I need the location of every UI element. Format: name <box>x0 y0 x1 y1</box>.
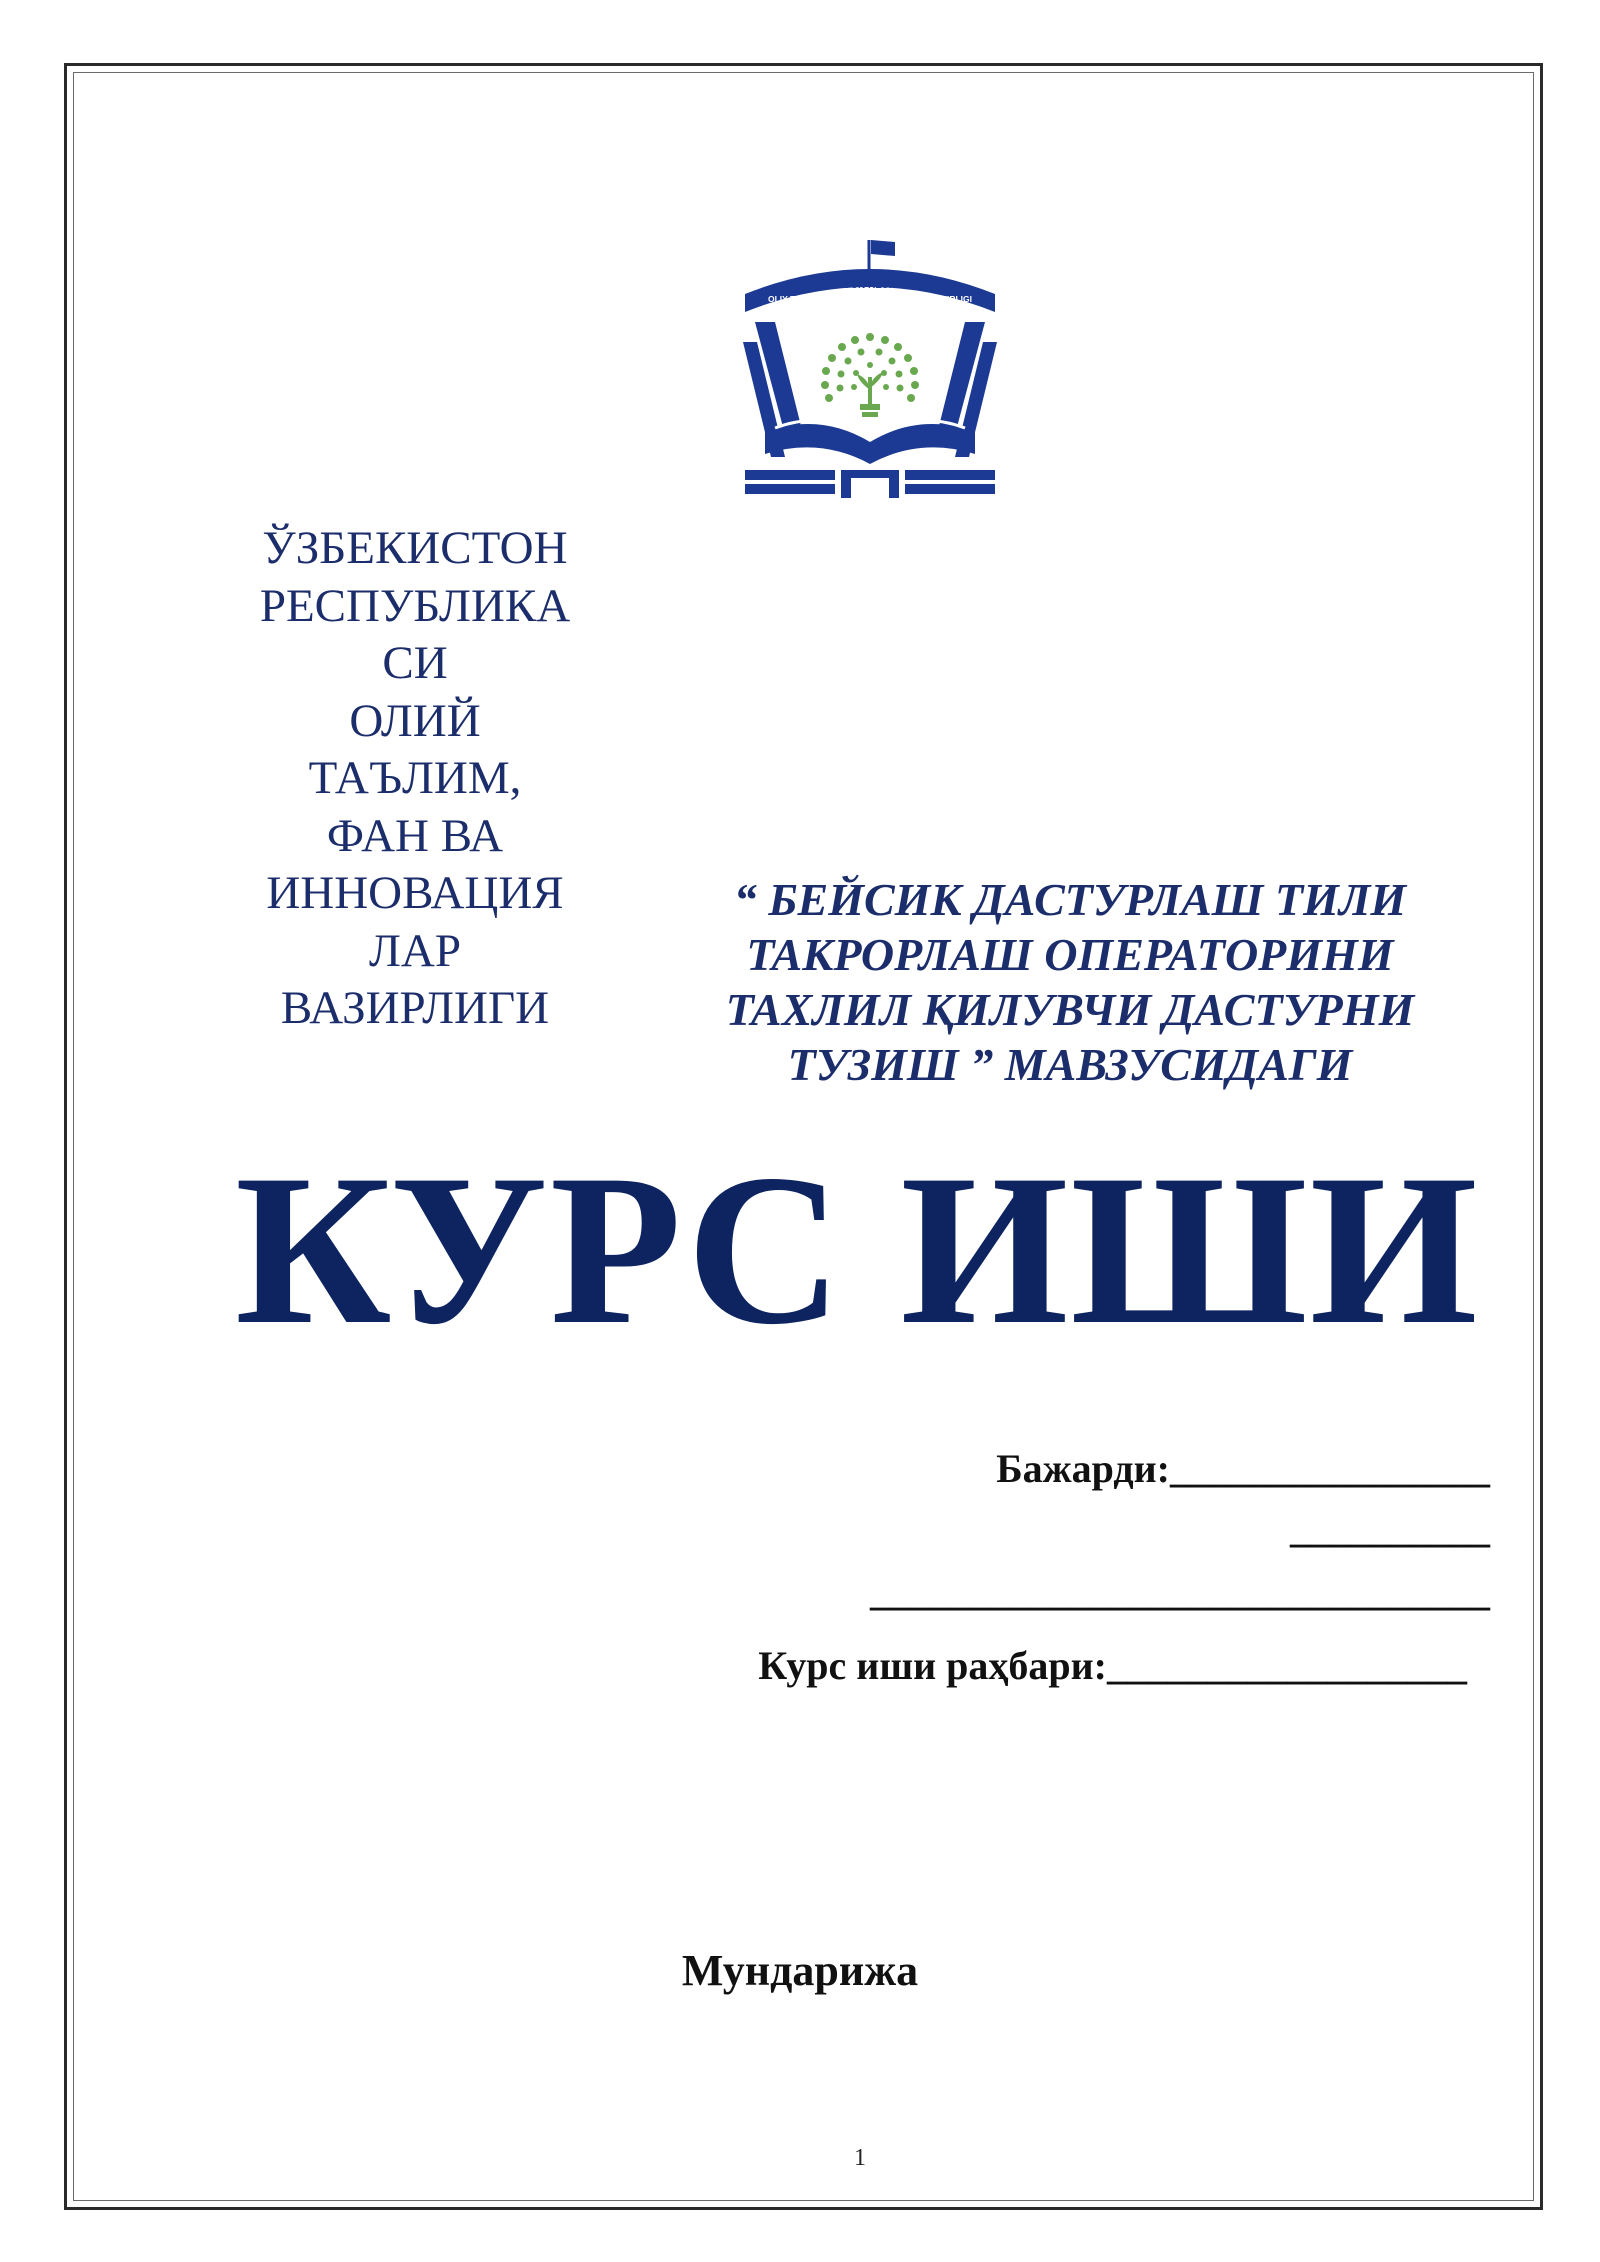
topic-line: ТУЗИШ ” МАВЗУСИДАГИ <box>787 1039 1353 1090</box>
ministry-line: ТАЪЛИМ, <box>308 752 522 804</box>
ministry-line: ОЛИЙ <box>349 694 481 747</box>
ministry-line: СИ <box>382 637 448 689</box>
ministry-line: ЎЗБЕКИСТОН <box>262 522 568 574</box>
ministry-emblem-icon <box>735 232 1005 502</box>
performed-by-field: Бажарди:________________ <box>996 1446 1490 1491</box>
ministry-line: ВАЗИРЛИГИ <box>280 982 550 1034</box>
logo-text-line-1: O'ZBEKISTON RESPUBLIKASI <box>797 280 943 291</box>
ministry-line: ЛАР <box>369 924 461 977</box>
ministry-line: ФАН ВА <box>326 809 504 862</box>
logo-text-line-2: OLIY TA'LIM, FAN VA INNOVATSIYALAR VAZIRLIGI <box>768 294 972 304</box>
document-title: КУРС ИШИ <box>235 1130 1480 1369</box>
ministry-line: ИННОВАЦИЯ <box>266 867 564 919</box>
page-number: 1 <box>854 2145 866 2171</box>
topic-line: “ БЕЙСИК ДАСТУРЛАШ ТИЛИ <box>733 874 1407 925</box>
signature-blank-line: _______________________________ <box>870 1569 1490 1614</box>
signature-blank-line: __________ <box>1290 1506 1490 1551</box>
topic-line: ТАКРОРЛАШ ОПЕРАТОРИНИ <box>746 929 1394 980</box>
contents-heading: Мундарижа <box>681 1946 919 1995</box>
topic-line: ТАХЛИЛ ҚИЛУВЧИ ДАСТУРНИ <box>725 984 1415 1035</box>
ministry-line: РЕСПУБЛИКА <box>259 579 571 632</box>
ministry-name <box>235 520 595 1038</box>
supervisor-field: Курс иши раҳбари:__________________ <box>758 1643 1467 1688</box>
course-topic <box>690 872 1450 1092</box>
